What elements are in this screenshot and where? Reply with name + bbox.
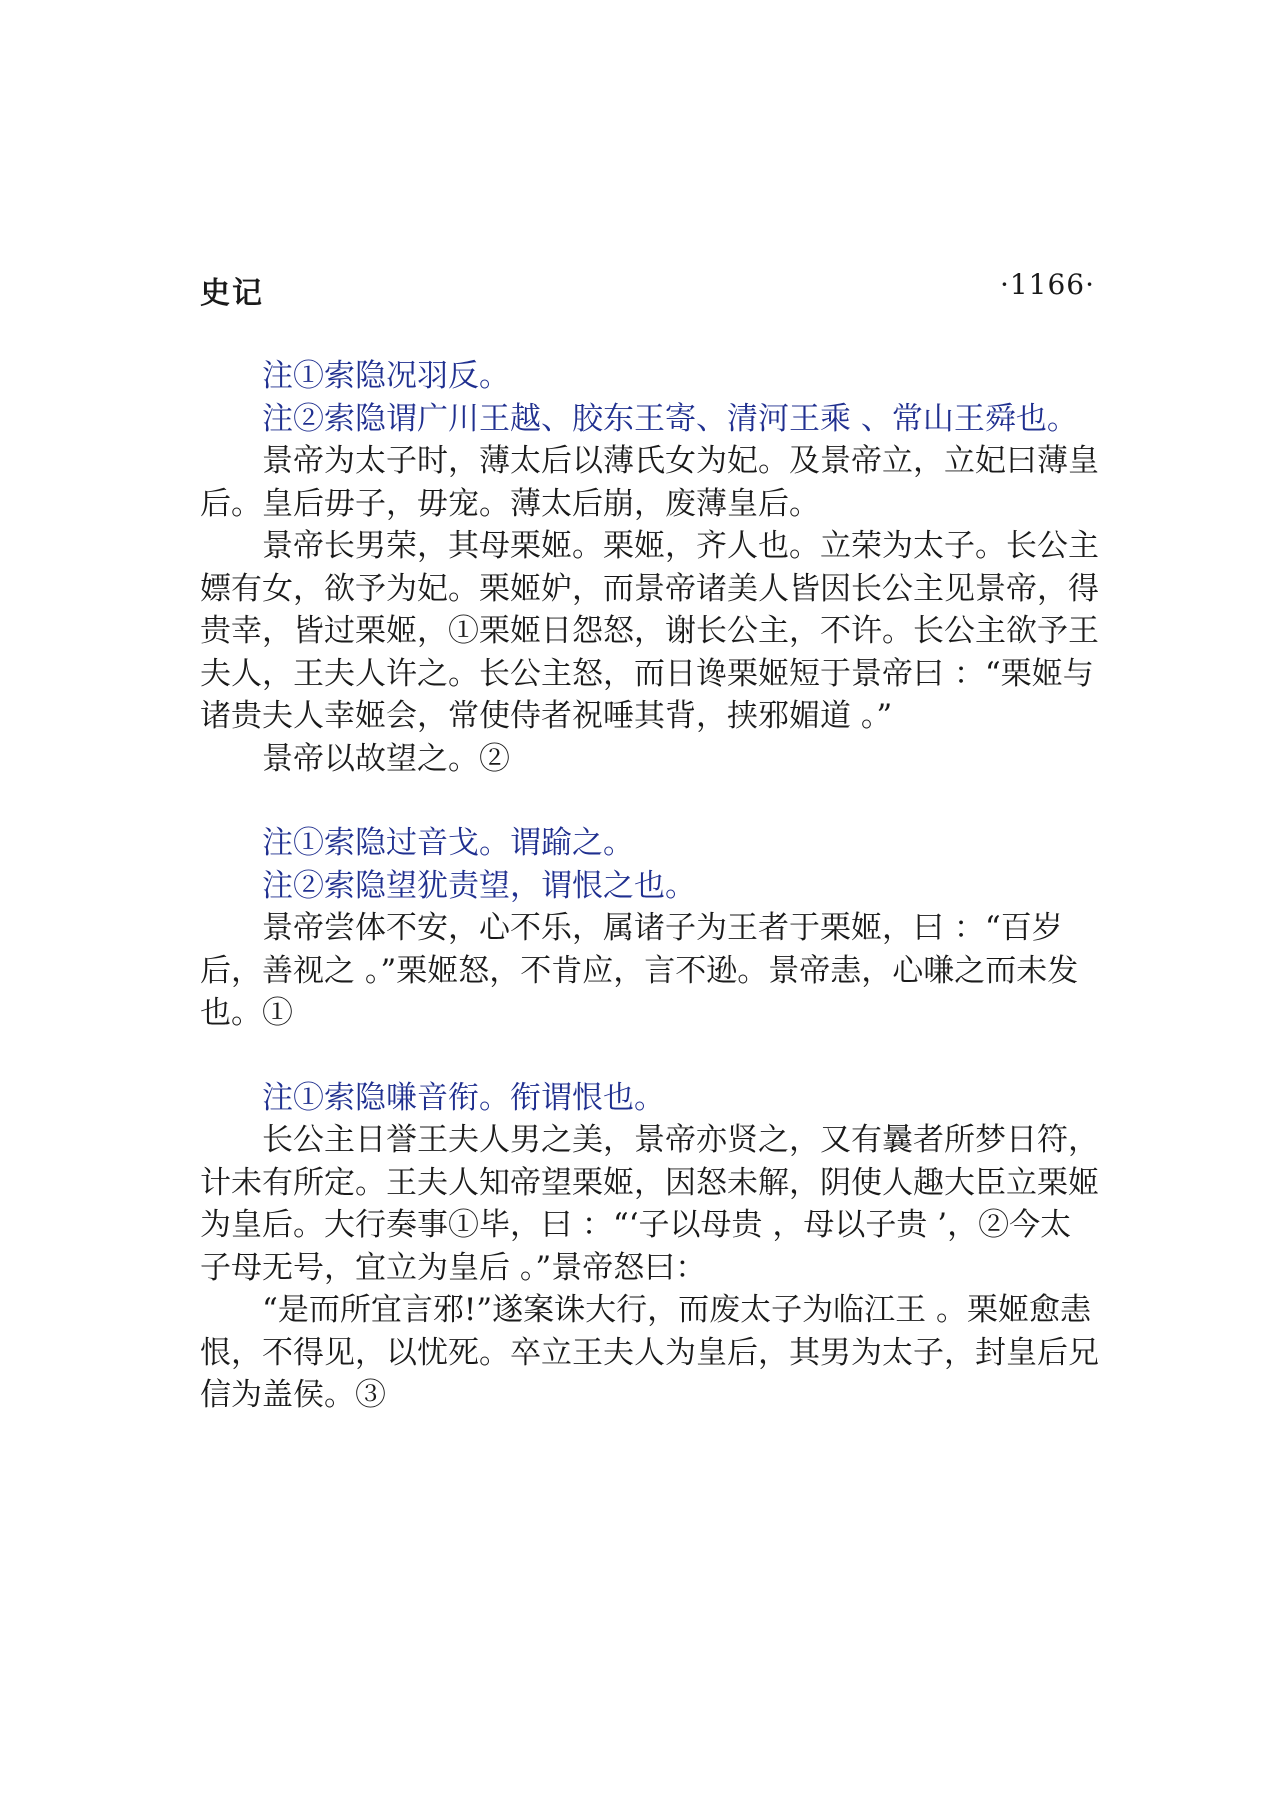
paragraph-gap [200, 1035, 1100, 1077]
text-paragraph: 景帝长男荣，其母栗姬。栗姬，齐人也。立荣为太子。长公主嫖有女，欲予为妃。栗姬妒，而景帝诸美人皆因长公主见景帝，得贵幸，皆过栗姬，①栗姬日怨怒，谢长公主，不许。长公主欲予王夫人，王夫人许之。长公主怒，而日谗栗姬短于景帝曰 ：“栗姬与诸贵夫人幸姬会，常使侍者祝唾其背，挟邪媚道 。” [200, 528, 1099, 734]
annotation-note: 注①索隐过音戈。谓踰之。 [262, 825, 634, 861]
body-text [200, 355, 1100, 1417]
annotation-note: 注②索隐谓广川王越、胶东王寄、清河王乘 、常山王舜也。 [262, 400, 1078, 437]
text-paragraph: 景帝尝体不安，心不乐，属诸子为王者于栗姬，曰 ：“百岁后，善视之 。”栗姬怒，不肯应，言不逊。景帝恚，心嗛之而未发也。① [200, 910, 1079, 1031]
book-title: 史记 [200, 276, 264, 311]
annotation-note: 注②索隐望犹责望，谓恨之也。 [262, 867, 696, 904]
text-paragraph: 景帝为太子时，薄太后以薄氏女为妃。及景帝立，立妃曰薄皇后。皇后毋子，毋宠。薄太后崩，废薄皇后。 [200, 443, 1099, 522]
text-paragraph: 长公主日誉王夫人男之美，景帝亦贤之，又有曩者所梦日符，计未有所定。王夫人知帝望栗姬，因怒未解，阴使人趣大臣立栗姬为皇后。大行奏事①毕，曰 ：“‘子以母贵 ，母以子贵 ’，②今太子母无号，宜立为皇后 。”景帝怒曰： [200, 1122, 1099, 1286]
page-number: ·1166· [999, 268, 1095, 301]
annotation-note: 注①索隐况羽反。 [262, 358, 510, 394]
running-header [200, 268, 1095, 311]
annotation-note: 注①索隐嗛音衔。衔谓恨也。 [262, 1079, 665, 1116]
paragraph-gap [200, 780, 1100, 822]
text-paragraph: “是而所宜言邪!”遂案诛大行，而废太子为临江王 。栗姬愈恚恨，不得见，以忧死。卒立王夫人为皇后，其男为太子，封皇后兄信为盖侯。③ [200, 1292, 1099, 1413]
text-paragraph: 景帝以故望之。② [262, 740, 510, 777]
